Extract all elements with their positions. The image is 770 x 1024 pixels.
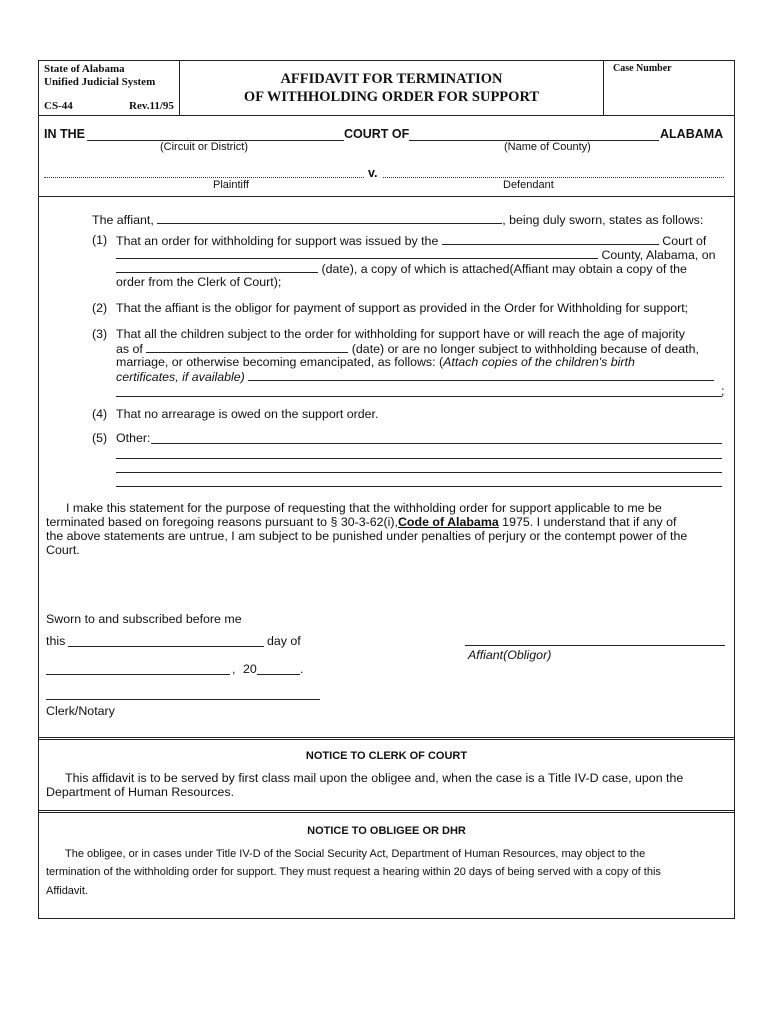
plaintiff-label: Plaintiff (213, 179, 249, 191)
notice-obligee-line3: Affidavit. (46, 885, 88, 897)
clerk-signature-field[interactable] (46, 699, 320, 700)
caption-divider (38, 196, 735, 197)
circuit-label: (Circuit or District) (160, 141, 248, 153)
emancipation-field-1[interactable] (248, 369, 714, 381)
item-1-line3 (116, 261, 687, 276)
item-3-line1: That all the children subject to the order for withholding for support have or will reach the age of majority (116, 327, 685, 341)
statement-text-b1: terminated based on foregoing reasons pursuant to § 30-3-62(i), (46, 515, 398, 529)
order-county-field[interactable] (116, 247, 598, 259)
affiant-obligor-label: Affiant(Obligor) (468, 648, 552, 662)
other-field-2[interactable] (116, 458, 722, 459)
item-1-text-c: County, Alabama, on (601, 248, 716, 262)
alabama-label: ALABAMA (660, 127, 724, 141)
item-3-as-of: as of (116, 342, 143, 356)
item-1-number: (1) (92, 233, 108, 247)
statement-text-b2: 1975. I understand that if any of (498, 515, 677, 529)
other-field-4[interactable] (116, 486, 722, 487)
header-right-divider (603, 60, 604, 115)
case-number-field[interactable] (606, 76, 732, 112)
other-field-3[interactable] (116, 472, 722, 473)
item-3-line4 (116, 369, 714, 384)
issuing-court-field[interactable] (442, 233, 659, 245)
court-of-label: COURT OF (344, 127, 410, 141)
item-3-text-c: marriage, or otherwise becoming emancipated, as follows: ( (116, 355, 444, 369)
majority-date-field[interactable] (146, 341, 348, 353)
item-3-line3 (116, 355, 726, 369)
item-5-label: Other: (116, 431, 151, 445)
in-the-label: IN THE (44, 127, 85, 141)
state-name: State of Alabama (44, 63, 125, 75)
other-field-1[interactable] (151, 443, 722, 444)
item-1-line1 (116, 233, 706, 248)
form-title-line2: OF WITHHOLDING ORDER FOR SUPPORT (243, 89, 540, 105)
affiant-intro (92, 212, 703, 227)
item-1-line4: order from the Clerk of Court); (116, 275, 282, 289)
statement-text-a: I make this statement for the purpose of requesting that the withholding order for support applicable to me be (66, 501, 662, 515)
item-3-italic-b: certificates, if available) (116, 370, 245, 384)
date-comma: , (232, 662, 236, 676)
order-date-field[interactable] (116, 261, 318, 273)
statement-line3: the above statements are untrue, I am subject to be punished under penalties of perjury or the contempt power of the (46, 529, 688, 543)
year-prefix: 20 (243, 662, 257, 676)
county-name-label: (Name of County) (504, 141, 591, 153)
item-3-text-b: (date) or are no longer subject to withholding because of death, (351, 342, 699, 356)
statement-line4: Court. (46, 543, 80, 557)
affiant-label: The affiant, (92, 213, 154, 227)
header-divider (38, 115, 735, 116)
notice-clerk-title: NOTICE TO CLERK OF COURT (305, 750, 468, 762)
year-field[interactable] (257, 674, 300, 675)
notice-obligee-text-1: The obligee, or in cases under Title IV-D of the Social Security Act, Department of Human Resources, may object to the (65, 848, 646, 860)
code-of-alabama: Code of Alabama (397, 515, 499, 529)
defendant-field[interactable] (383, 177, 724, 178)
emancipation-field-2[interactable] (116, 396, 722, 397)
item-3-number: (3) (92, 327, 108, 341)
affiant-name-field[interactable] (157, 212, 502, 224)
notice-obligee-title: NOTICE TO OBLIGEE OR DHR (307, 825, 466, 837)
day-field[interactable] (68, 646, 264, 647)
form-title-line1: AFFIDAVIT FOR TERMINATION (280, 71, 503, 87)
sworn-text: Sworn to and subscribed before me (46, 612, 242, 626)
notice-clerk-text-1: This affidavit is to be served by first class mail upon the obligee and, when the case is a Title IV-D case, upon the (65, 771, 684, 785)
form-number: CS-44 (44, 100, 73, 112)
item-2-text: That the affiant is the obligor for payment of support as provided in the Order for Withholding for support; (116, 301, 689, 315)
versus-label: v. (368, 166, 378, 180)
statement-line1 (46, 501, 726, 515)
item-2-number: (2) (92, 301, 108, 315)
item-1-text-b: Court of (662, 234, 707, 248)
day-of-label: day of (267, 634, 301, 648)
affiant-sworn-text: , being duly sworn, states as follows: (502, 213, 704, 227)
system-name: Unified Judicial System (44, 76, 156, 88)
defendant-label: Defendant (503, 179, 554, 191)
item-1-text-d: (date), a copy of which is attached(Affiant may obtain a copy of the (321, 262, 687, 276)
statement-line2 (46, 515, 726, 529)
item-1-text-a: That an order for withholding for support was issued by the (116, 234, 439, 248)
item-3-semicolon: ; (721, 384, 725, 398)
case-number-label: Case Number (613, 63, 672, 74)
item-1-line2 (116, 247, 716, 262)
affiant-signature-field[interactable] (465, 645, 725, 646)
item-3-italic-a: Attach copies of the children's birth (443, 355, 635, 369)
item-3-line2 (116, 341, 699, 356)
item-5-number: (5) (92, 431, 108, 445)
notice-obligee-line2: termination of the withholding order for support. They must request a hearing within 20 days of being served with a copy of this (46, 866, 661, 878)
notice-obligee-line1 (46, 848, 718, 860)
revision: Rev.11/95 (129, 100, 174, 112)
notice-obligee-divider (38, 810, 735, 813)
item-4-text: That no arrearage is owed on the support order. (116, 407, 379, 421)
notice-clerk-divider (38, 737, 735, 740)
this-label: this (46, 634, 66, 648)
notice-clerk-line2: Department of Human Resources. (46, 785, 235, 799)
item-4-number: (4) (92, 407, 108, 421)
date-period: . (300, 662, 304, 676)
plaintiff-field[interactable] (44, 177, 364, 178)
notice-clerk-line1 (46, 771, 718, 785)
clerk-notary-label: Clerk/Notary (46, 704, 115, 718)
month-field[interactable] (46, 674, 230, 675)
